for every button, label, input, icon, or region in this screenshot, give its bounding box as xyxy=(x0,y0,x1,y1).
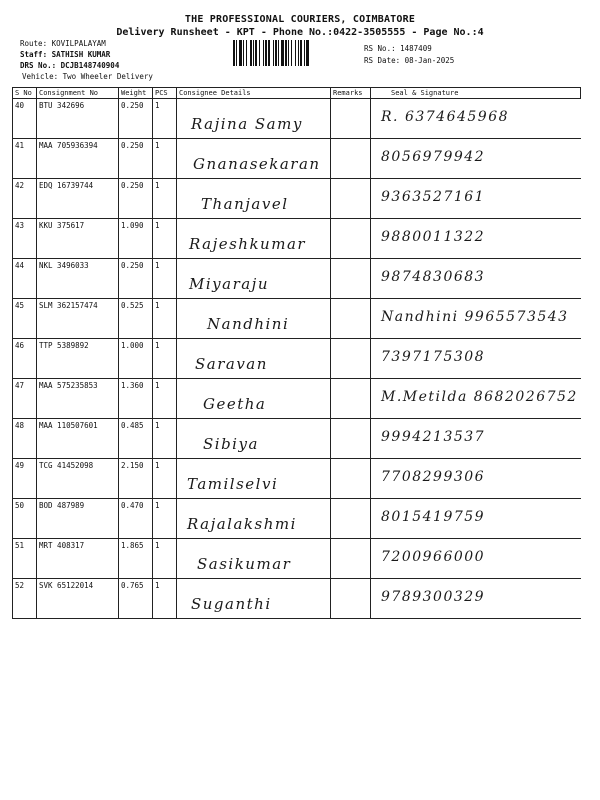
drs-text: DRS No.: DCJB148740904 xyxy=(20,61,120,70)
row-signature-handwriting: 7397175308 xyxy=(381,349,486,365)
table-row xyxy=(13,259,581,299)
row-sno: 50 xyxy=(13,499,37,539)
header-signature: Seal & Signature xyxy=(371,88,581,99)
row-consignee-handwriting: Saravan xyxy=(195,355,268,373)
row-sno: 52 xyxy=(13,579,37,619)
row-signature-cell xyxy=(371,579,581,619)
row-signature-handwriting: 9789300329 xyxy=(381,589,486,605)
row-signature-handwriting: M.Metilda 8682026752 xyxy=(381,389,578,405)
table-row xyxy=(13,339,581,379)
table-row xyxy=(13,579,581,619)
row-weight: 0.250 xyxy=(119,99,153,139)
row-consignee-handwriting: Rajina Samy xyxy=(191,115,303,133)
row-signature-handwriting: 9880011322 xyxy=(381,229,486,245)
row-signature-cell xyxy=(371,379,581,419)
company-title: THE PROFESSIONAL COURIERS, COIMBATORE xyxy=(184,14,416,25)
row-consignee-handwriting: Tamilselvi xyxy=(187,475,279,493)
row-sno: 43 xyxy=(13,219,37,259)
row-signature-cell xyxy=(371,139,581,179)
row-consignee-cell xyxy=(177,419,331,459)
row-signature-cell xyxy=(371,419,581,459)
row-remarks xyxy=(331,539,371,579)
row-pcs: 1 xyxy=(153,499,177,539)
row-consignee-cell xyxy=(177,99,331,139)
row-consignee-handwriting: Sibiya xyxy=(203,435,259,453)
row-sno: 40 xyxy=(13,99,37,139)
row-signature-cell xyxy=(371,299,581,339)
row-consignment: MAA 705936394 xyxy=(37,139,119,179)
row-consignment: SLM 362157474 xyxy=(37,299,119,339)
row-signature-cell xyxy=(371,259,581,299)
row-consignment: TCG 41452098 xyxy=(37,459,119,499)
row-signature-handwriting: R. 6374645968 xyxy=(381,109,510,125)
row-weight: 1.360 xyxy=(119,379,153,419)
table-row xyxy=(13,379,581,419)
row-signature-handwriting: 8056979942 xyxy=(381,149,486,165)
table-row xyxy=(13,459,581,499)
row-consignee-handwriting: Geetha xyxy=(203,395,267,413)
table-header-row xyxy=(13,88,581,99)
row-consignee-cell xyxy=(177,139,331,179)
row-pcs: 1 xyxy=(153,139,177,179)
row-signature-handwriting: 7200966000 xyxy=(381,549,486,565)
row-remarks xyxy=(331,259,371,299)
row-sno: 51 xyxy=(13,539,37,579)
row-weight: 0.250 xyxy=(119,259,153,299)
table-row xyxy=(13,299,581,339)
row-sno: 47 xyxy=(13,379,37,419)
header-remarks: Remarks xyxy=(331,88,371,99)
row-consignee-cell xyxy=(177,539,331,579)
row-sno: 46 xyxy=(13,339,37,379)
row-sno: 45 xyxy=(13,299,37,339)
row-consignee-handwriting: Suganthi xyxy=(191,595,272,613)
row-consignee-cell xyxy=(177,339,331,379)
row-sno: 49 xyxy=(13,459,37,499)
header-consignee: Consignee Details xyxy=(177,88,331,99)
row-weight: 1.090 xyxy=(119,219,153,259)
row-consignment: EDQ 16739744 xyxy=(37,179,119,219)
row-signature-cell xyxy=(371,459,581,499)
row-consignee-handwriting: Nandhini xyxy=(207,315,290,333)
row-signature-handwriting: 7708299306 xyxy=(381,469,486,485)
runsheet-table xyxy=(12,87,581,619)
row-weight: 0.250 xyxy=(119,139,153,179)
row-sno: 41 xyxy=(13,139,37,179)
row-pcs: 1 xyxy=(153,219,177,259)
row-pcs: 1 xyxy=(153,379,177,419)
row-consignee-cell xyxy=(177,459,331,499)
header-sno: S No xyxy=(13,88,37,99)
row-remarks xyxy=(331,139,371,179)
row-signature-cell xyxy=(371,499,581,539)
row-pcs: 1 xyxy=(153,579,177,619)
row-remarks xyxy=(331,339,371,379)
row-signature-cell xyxy=(371,99,581,139)
row-signature-cell xyxy=(371,339,581,379)
row-signature-cell xyxy=(371,539,581,579)
row-signature-handwriting: 9994213537 xyxy=(381,429,486,445)
row-remarks xyxy=(331,499,371,539)
row-remarks xyxy=(331,299,371,339)
row-signature-handwriting: 9874830683 xyxy=(381,269,486,285)
row-signature-handwriting: 9363527161 xyxy=(381,189,486,205)
table-row xyxy=(13,179,581,219)
row-remarks xyxy=(331,579,371,619)
row-weight: 0.485 xyxy=(119,419,153,459)
header-weight: Weight xyxy=(119,88,153,99)
row-consignment: MAA 110507601 xyxy=(37,419,119,459)
row-pcs: 1 xyxy=(153,339,177,379)
rs-no-text: RS No.: 1487409 xyxy=(364,44,432,53)
row-sno: 42 xyxy=(13,179,37,219)
table-row xyxy=(13,419,581,459)
table-row xyxy=(13,499,581,539)
row-sno: 44 xyxy=(13,259,37,299)
staff-text: Staff: SATHISH KUMAR xyxy=(20,50,111,59)
row-consignment: KKU 375617 xyxy=(37,219,119,259)
runsheet-title: Delivery Runsheet - KPT - Phone No.:0422-3505555 - Page No.:4 xyxy=(116,27,484,38)
row-pcs: 1 xyxy=(153,419,177,459)
row-consignment: TTP 5389892 xyxy=(37,339,119,379)
row-consignee-cell xyxy=(177,179,331,219)
row-consignment: SVK 65122014 xyxy=(37,579,119,619)
row-consignee-handwriting: Rajalakshmi xyxy=(187,515,297,533)
row-weight: 2.150 xyxy=(119,459,153,499)
row-pcs: 1 xyxy=(153,259,177,299)
table-row xyxy=(13,539,581,579)
row-pcs: 1 xyxy=(153,99,177,139)
row-pcs: 1 xyxy=(153,459,177,499)
row-consignee-cell xyxy=(177,219,331,259)
row-remarks xyxy=(331,379,371,419)
table-row xyxy=(13,99,581,139)
row-consignment: BTU 342696 xyxy=(37,99,119,139)
row-consignment: BOD 487989 xyxy=(37,499,119,539)
table-row xyxy=(13,139,581,179)
route-text: Route: KOVILPALAYAM xyxy=(20,39,106,48)
row-consignee-cell xyxy=(177,499,331,539)
row-consignee-cell xyxy=(177,379,331,419)
row-consignee-handwriting: Rajeshkumar xyxy=(189,235,307,253)
row-consignment: MAA 575235853 xyxy=(37,379,119,419)
row-consignee-handwriting: Miyaraju xyxy=(189,275,269,293)
header-pcs: PCS xyxy=(153,88,177,99)
barcode-image xyxy=(232,40,357,66)
row-consignee-cell xyxy=(177,259,331,299)
row-consignee-cell xyxy=(177,579,331,619)
table-row xyxy=(13,219,581,259)
row-consignee-handwriting: Thanjavel xyxy=(201,195,289,213)
row-remarks xyxy=(331,179,371,219)
row-pcs: 1 xyxy=(153,299,177,339)
row-remarks xyxy=(331,419,371,459)
row-remarks xyxy=(331,219,371,259)
row-weight: 1.000 xyxy=(119,339,153,379)
vehicle-text: Vehicle: Two Wheeler Delivery xyxy=(22,72,153,81)
row-signature-cell xyxy=(371,219,581,259)
header-consignment: Consignment No xyxy=(37,88,119,99)
row-signature-handwriting: Nandhini 9965573543 xyxy=(381,309,569,325)
row-weight: 0.525 xyxy=(119,299,153,339)
row-consignee-cell xyxy=(177,299,331,339)
row-pcs: 1 xyxy=(153,179,177,219)
row-weight: 0.765 xyxy=(119,579,153,619)
rs-date-text: RS Date: 08-Jan-2025 xyxy=(364,56,455,65)
row-remarks xyxy=(331,99,371,139)
row-weight: 1.865 xyxy=(119,539,153,579)
row-consignment: NKL 3496033 xyxy=(37,259,119,299)
row-weight: 0.470 xyxy=(119,499,153,539)
row-remarks xyxy=(331,459,371,499)
row-signature-cell xyxy=(371,179,581,219)
row-pcs: 1 xyxy=(153,539,177,579)
row-consignee-handwriting: Gnanasekaran xyxy=(193,155,321,173)
row-weight: 0.250 xyxy=(119,179,153,219)
row-signature-handwriting: 8015419759 xyxy=(381,509,486,525)
row-consignee-handwriting: Sasikumar xyxy=(197,555,292,573)
row-sno: 48 xyxy=(13,419,37,459)
row-consignment: MRT 408317 xyxy=(37,539,119,579)
